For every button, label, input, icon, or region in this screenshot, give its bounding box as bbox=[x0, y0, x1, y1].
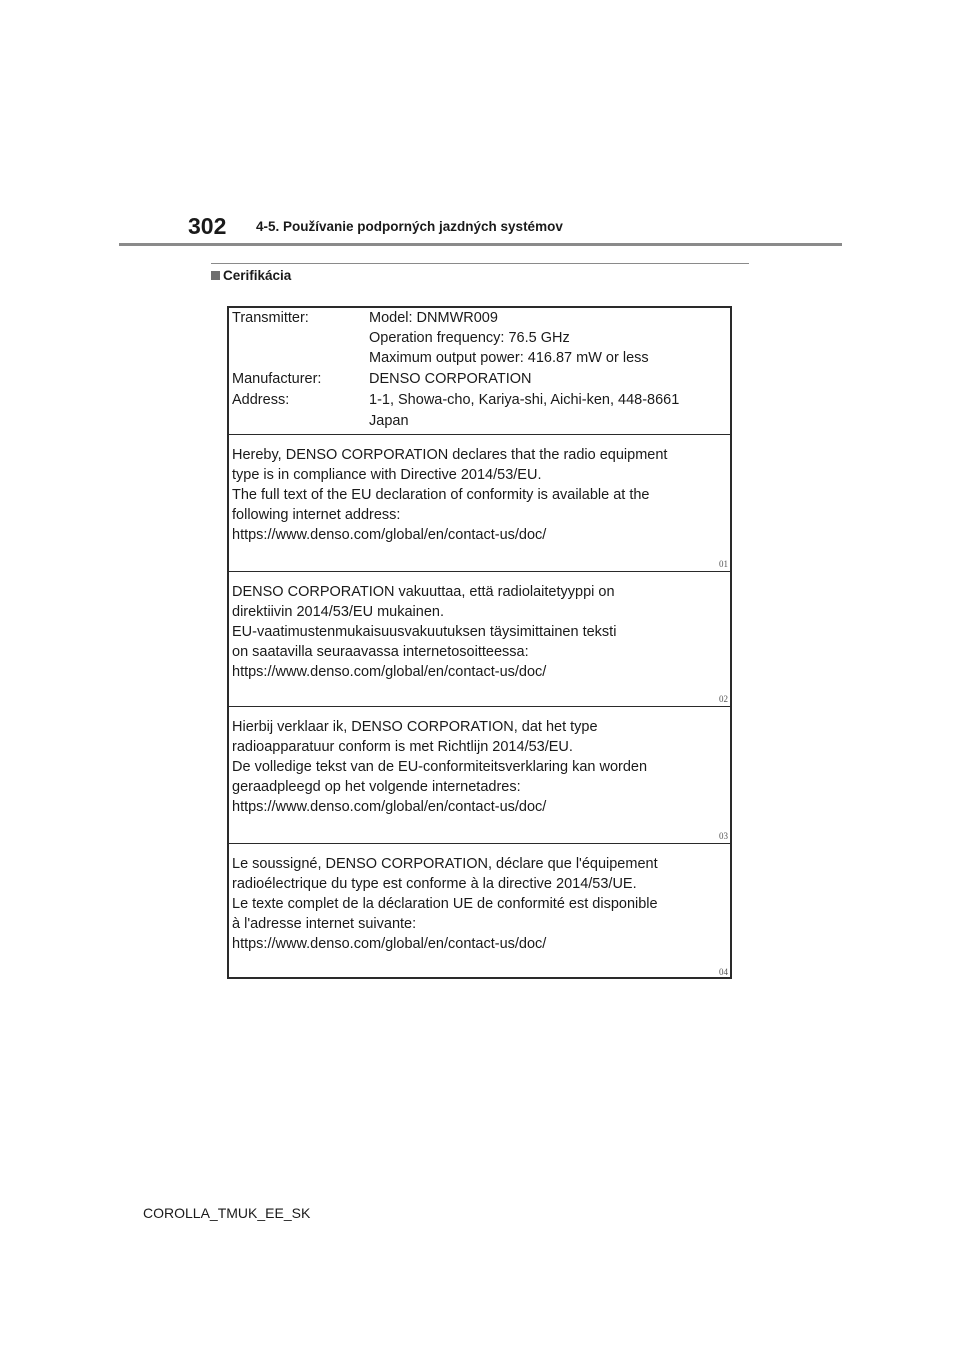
manufacturer-row bbox=[229, 369, 730, 389]
declaration-section-01 bbox=[229, 434, 730, 571]
declaration-line: radioélectrique du type est conforme à la directive 2014/53/UE. bbox=[232, 876, 637, 892]
country-row bbox=[229, 411, 730, 431]
declaration-line: following internet address: bbox=[232, 507, 401, 523]
transmitter-row bbox=[229, 308, 730, 328]
certification-box bbox=[227, 306, 732, 979]
declaration-line: DENSO CORPORATION vakuuttaa, että radiolaitetyyppi on bbox=[232, 584, 615, 600]
transmitter-value: Model: DNMWR009 bbox=[369, 310, 498, 326]
power-row bbox=[229, 348, 730, 368]
frequency-row bbox=[229, 328, 730, 348]
header-rule bbox=[119, 243, 842, 246]
declaration-section-02 bbox=[229, 571, 730, 706]
declaration-url: https://www.denso.com/global/en/contact-us/doc/ bbox=[232, 936, 547, 952]
declaration-line: EU-vaatimustenmukaisuusvakuutuksen täysimittainen teksti bbox=[232, 624, 617, 640]
footer-code: COROLLA_TMUK_EE_SK bbox=[143, 1205, 311, 1221]
declaration-line: The full text of the EU declaration of conformity is available at the bbox=[232, 487, 650, 503]
declaration-line: geraadpleegd op het volgende internetadres: bbox=[232, 779, 521, 795]
section-rule bbox=[211, 263, 749, 264]
power-value: Maximum output power: 416.87 mW or less bbox=[369, 350, 649, 366]
page-number: 302 bbox=[188, 213, 227, 239]
square-bullet-icon bbox=[211, 271, 220, 280]
transmitter-label: Transmitter: bbox=[232, 310, 309, 326]
country-value: Japan bbox=[369, 413, 409, 429]
declaration-line: Le soussigné, DENSO CORPORATION, déclare que l'équipement bbox=[232, 856, 658, 872]
declaration-section-04 bbox=[229, 843, 730, 979]
declaration-line: on saatavilla seuraavassa internetosoitteessa: bbox=[232, 644, 529, 660]
declaration-line: Hierbij verklaar ik, DENSO CORPORATION, dat het type bbox=[232, 719, 598, 735]
declaration-line: à l'adresse internet suivante: bbox=[232, 916, 417, 932]
frequency-value: Operation frequency: 76.5 GHz bbox=[369, 330, 570, 346]
declaration-line: direktiivin 2014/53/EU mukainen. bbox=[232, 604, 444, 620]
section-heading bbox=[211, 268, 291, 283]
declaration-line: De volledige tekst van de EU-conformiteitsverklaring kan worden bbox=[232, 759, 648, 775]
declaration-section-03 bbox=[229, 706, 730, 843]
manufacturer-label: Manufacturer: bbox=[232, 371, 322, 387]
address-row bbox=[229, 390, 730, 410]
chapter-title: 4-5. Používanie podporných jazdných systémov bbox=[256, 219, 563, 234]
section-code: 01 bbox=[719, 559, 728, 569]
section-code: 04 bbox=[719, 967, 728, 977]
transmitter-info-section bbox=[229, 308, 730, 434]
declaration-line: Hereby, DENSO CORPORATION declares that the radio equipment bbox=[232, 447, 668, 463]
declaration-url: https://www.denso.com/global/en/contact-us/doc/ bbox=[232, 799, 547, 815]
declaration-url: https://www.denso.com/global/en/contact-us/doc/ bbox=[232, 527, 547, 543]
section-heading-label: Cerifikácia bbox=[223, 268, 292, 283]
section-code: 03 bbox=[719, 831, 728, 841]
section-code: 02 bbox=[719, 694, 728, 704]
declaration-line: radioapparatuur conform is met Richtlijn 2014/53/EU. bbox=[232, 739, 573, 755]
address-value: 1-1, Showa-cho, Kariya-shi, Aichi-ken, 448-8661 bbox=[369, 392, 680, 408]
declaration-line: Le texte complet de la déclaration UE de conformité est disponible bbox=[232, 896, 658, 912]
address-label: Address: bbox=[232, 392, 290, 408]
manufacturer-value: DENSO CORPORATION bbox=[369, 371, 532, 387]
declaration-line: type is in compliance with Directive 2014/53/EU. bbox=[232, 467, 542, 483]
declaration-url: https://www.denso.com/global/en/contact-us/doc/ bbox=[232, 664, 547, 680]
